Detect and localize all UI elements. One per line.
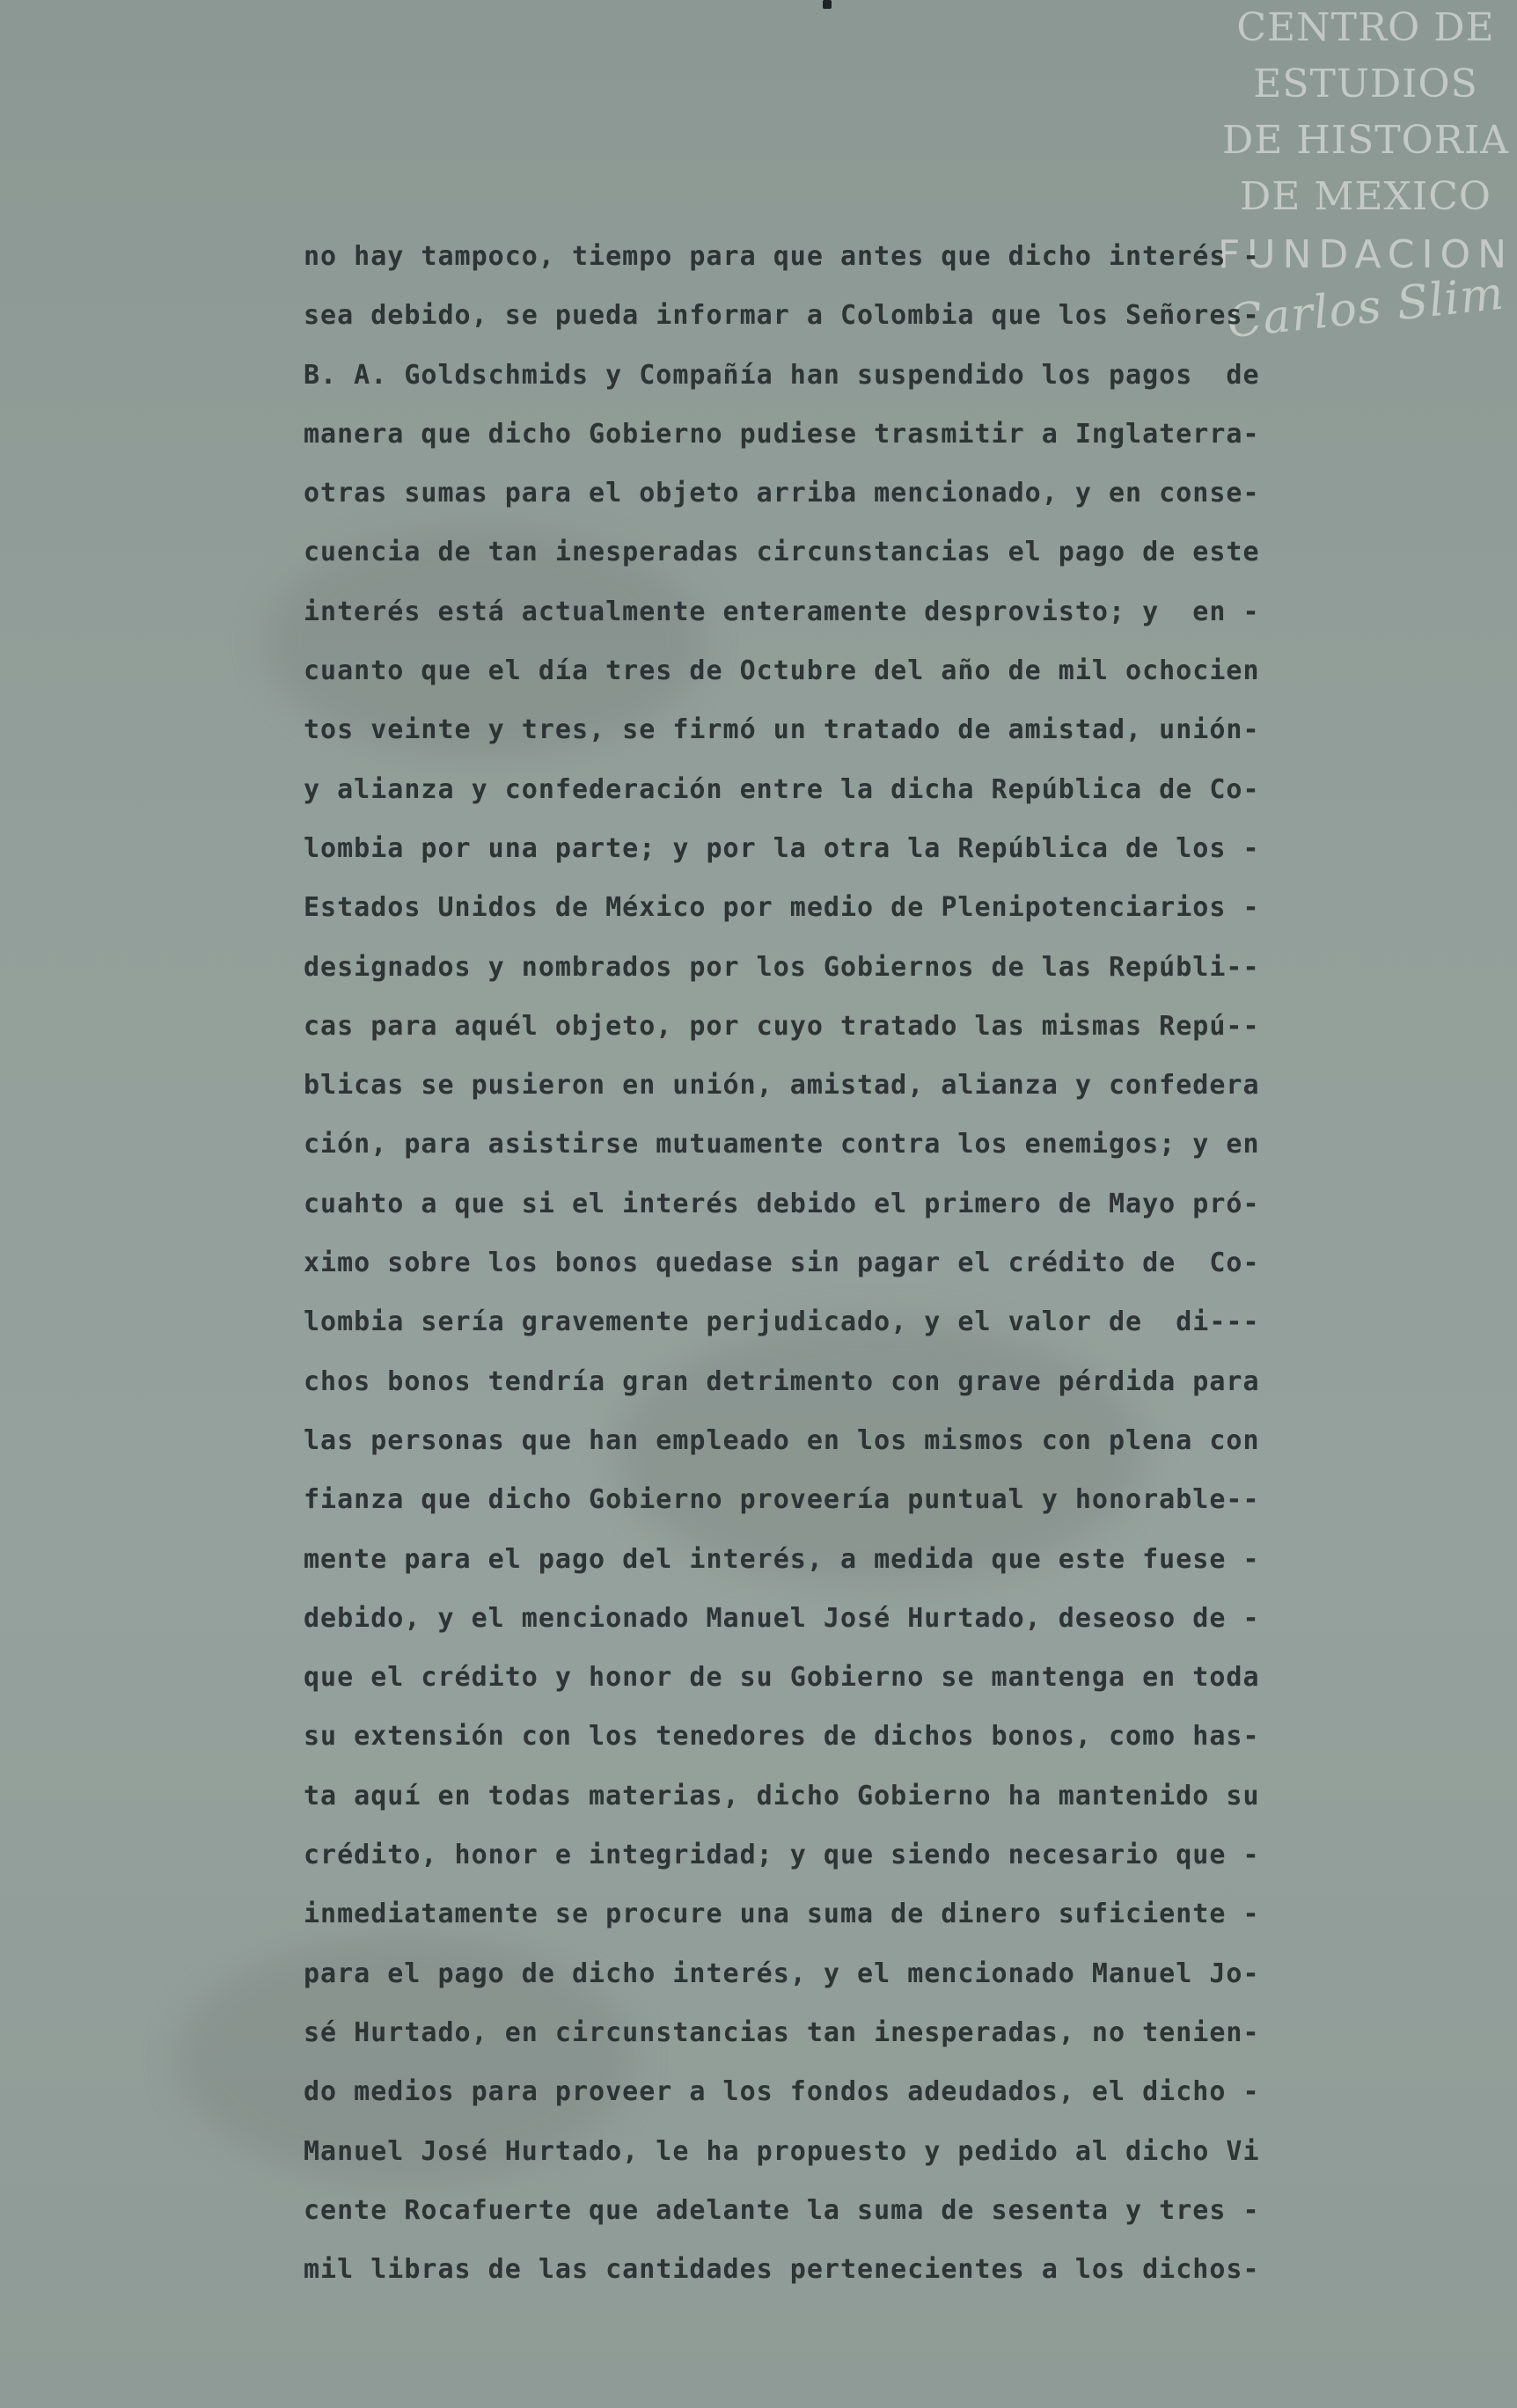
text-line: las personas que han empleado en los mismos con plena con <box>304 1424 1260 1456</box>
text-line: crédito, honor e integridad; y que siendo necesario que - <box>304 1840 1260 1871</box>
text-line: sé Hurtado, en circunstancias tan inesperadas, no tenien- <box>304 2016 1260 2048</box>
watermark-signature: Carlos Slim <box>1224 267 1507 349</box>
watermark-foundation: FUNDACION <box>1217 232 1514 277</box>
text-line: y alianza y confederación entre la dicha República de Co- <box>304 773 1260 805</box>
text-line: interés está actualmente enteramente desprovisto; y en - <box>304 596 1260 627</box>
text-line: no hay tampoco, tiempo para que antes que dicho interés - <box>304 241 1260 272</box>
text-line: su extensión con los tenedores de dichos bonos, como has- <box>304 1721 1260 1753</box>
text-line: chos bonos tendría gran detrimento con grave pérdida para <box>304 1365 1260 1397</box>
text-line: otras sumas para el objeto arriba mencionado, y en conse- <box>304 478 1260 509</box>
watermark-line: ESTUDIOS <box>1253 62 1478 106</box>
text-line: mil libras de las cantidades pertenecientes a los dichos- <box>304 2254 1260 2286</box>
text-line: mente para el pago del interés, a medida que este fuese - <box>304 1543 1260 1575</box>
text-line: fianza que dicho Gobierno proveería puntual y honorable-- <box>304 1484 1260 1516</box>
text-line: lombia por una parte; y por la otra la República de los - <box>304 832 1260 864</box>
text-line: debido, y el mencionado Manuel José Hurtado, deseoso de - <box>304 1602 1260 1634</box>
text-line: cuahto a que si el interés debido el primero de Mayo pró- <box>304 1188 1260 1219</box>
watermark-line: CENTRO DE <box>1236 5 1495 50</box>
text-line: Estados Unidos de México por medio de Plenipotenciarios - <box>304 892 1260 924</box>
text-line: ción, para asistirse mutuamente contra los enemigos; y en <box>304 1129 1260 1160</box>
text-line: inmediatamente se procure una suma de dinero suficiente - <box>304 1899 1260 1930</box>
text-line: ximo sobre los bonos quedase sin pagar el crédito de Co- <box>304 1248 1260 1279</box>
text-line: sea debido, se pueda informar a Colombia que los Señores- <box>304 300 1260 332</box>
text-line: ta aquí en todas materias, dicho Gobierno ha mantenido su <box>304 1780 1260 1811</box>
typewritten-text <box>304 227 1333 2299</box>
text-line: blicas se pusieron en unión, amistad, alianza y confedera <box>304 1070 1260 1102</box>
ink-mark <box>823 0 832 9</box>
text-line: cente Rocafuerte que adelante la suma de sesenta y tres - <box>304 2194 1260 2226</box>
watermark-line: DE MEXICO <box>1240 174 1491 219</box>
text-line: do medios para proveer a los fondos adeudados, el dicho - <box>304 2076 1260 2108</box>
watermark-line: DE HISTORIA <box>1222 118 1509 163</box>
text-line: Manuel José Hurtado, le ha propuesto y pedido al dicho Vi <box>304 2135 1260 2167</box>
text-line: lombia sería gravemente perjudicado, y el valor de di--- <box>304 1306 1260 1338</box>
text-line: B. A. Goldschmids y Compañía han suspendido los pagos de <box>304 359 1260 391</box>
text-line: cuanto que el día tres de Octubre del año de mil ochocien <box>304 655 1260 687</box>
text-line: manera que dicho Gobierno pudiese trasmitir a Inglaterra- <box>304 418 1260 450</box>
text-line: designados y nombrados por los Gobiernos de las Repúbli-- <box>304 951 1260 983</box>
text-line: cas para aquél objeto, por cuyo tratado las mismas Repú-- <box>304 1010 1260 1042</box>
text-line: que el crédito y honor de su Gobierno se mantenga en toda <box>304 1662 1260 1694</box>
text-line: tos veinte y tres, se firmó un tratado de amistad, unión- <box>304 714 1260 746</box>
text-line: cuencia de tan inesperadas circunstancias el pago de este <box>304 537 1260 568</box>
text-line: para el pago de dicho interés, y el mencionado Manuel Jo- <box>304 1958 1260 1989</box>
